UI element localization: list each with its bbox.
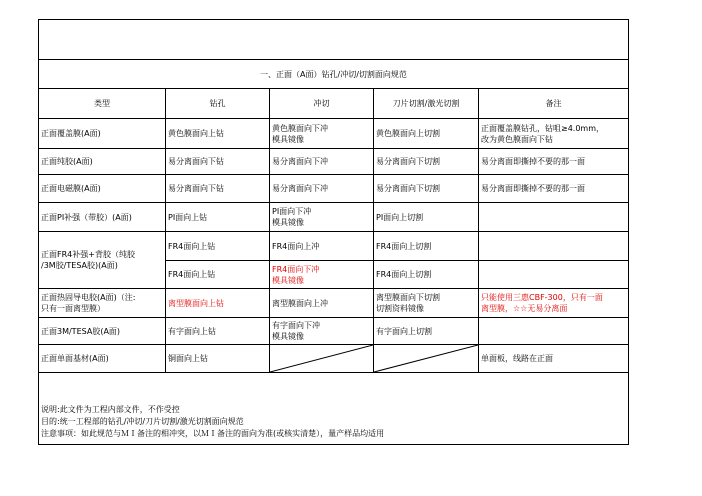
title-row (39, 60, 629, 89)
cell-remark: 单面板，线路在正面 (479, 345, 629, 373)
cell-remark: 易分离面即撕掉不要的那一面 (479, 175, 629, 203)
cell-punch (270, 119, 374, 149)
cell-drill: 易分离面向下钻 (166, 149, 270, 175)
remark-line-1: 正面覆盖膜钻孔，钻咀≥4.0mm， (481, 123, 605, 133)
cell-type: 正面单面基材(A面) (39, 345, 166, 373)
remark-line-2: 改为黄色膜面向下钻 (481, 134, 553, 144)
punch-line-1: FR4面向下冲 (272, 264, 320, 274)
cell-type: 正面纯胶(A面) (39, 149, 166, 175)
cell-cut: 黄色膜面向上切割 (374, 119, 479, 149)
notes-cell (39, 401, 629, 445)
cell-type: 正面3M/TESA胶(A面) (39, 318, 166, 345)
remark-line-1: 只能使用三惠CBF-300，只有一面 (481, 293, 603, 302)
cell-cut: 有字面向上切割 (374, 318, 479, 345)
punch-line-1: PI面向下冲 (272, 207, 312, 216)
cell-punch (270, 318, 374, 345)
cut-line-1: 离型膜面向下切割 (376, 293, 440, 302)
cell-drill: 有字面向上钻 (166, 318, 270, 345)
note-line-3: 注意事项：如此规范与ＭＩ备注的相冲突，以ＭＩ备注的面向为准(或核实清楚），量产样品均适用 (41, 429, 385, 439)
cell-remark (479, 203, 629, 232)
cell-remark (479, 289, 629, 318)
table-row (39, 149, 629, 175)
cell-punch: 易分离面向下冲 (270, 149, 374, 175)
cell-drill: FR4面向上钻 (166, 261, 270, 289)
table-row (39, 318, 629, 345)
cell-remark (479, 119, 629, 149)
table-row (39, 175, 629, 203)
punch-line-1: 黄色膜面向下冲 (272, 123, 328, 133)
punch-line-2: 模具镜像 (272, 134, 304, 144)
spreadsheet (38, 19, 629, 445)
cell-drill: FR4面向上钻 (166, 232, 270, 261)
blank-spacer-row (39, 373, 629, 401)
note-line-1: 说明:此文件为工程内部文件，不作受控 (41, 405, 180, 415)
cell-punch-na (270, 345, 374, 373)
punch-line-1: 有字面向下冲 (272, 321, 320, 330)
cell-cut: PI面向上切割 (374, 203, 479, 232)
cell-punch: FR4面向上冲 (270, 232, 374, 261)
header-remark: 备注 (479, 89, 629, 119)
type-line-1: 正面热固导电胶(A面)（注: (41, 293, 136, 302)
cell-punch: 易分离面向下冲 (270, 175, 374, 203)
cell-type: 正面电磁膜(A面) (39, 175, 166, 203)
header-drill: 钻孔 (166, 89, 270, 119)
cell-remark (479, 232, 629, 261)
diagonal-slash-icon (270, 345, 373, 372)
type-line-2: /3M胶/TESA胶)(A面) (41, 261, 118, 270)
cell-cut: 易分离面向下切割 (374, 175, 479, 203)
table-row (39, 232, 629, 261)
cell-cut: 易分离面向下切割 (374, 149, 479, 175)
notes-row (39, 401, 629, 445)
cell-cut: FR4面向上切割 (374, 261, 479, 289)
cell-type: 正面覆盖膜(A面) (39, 119, 166, 149)
header-punch: 冲切 (270, 89, 374, 119)
cell-punch: 离型膜面向上冲 (270, 289, 374, 318)
cell-type (39, 289, 166, 318)
cell-drill: 离型膜面向上钻 (166, 289, 270, 318)
table-row (39, 345, 629, 373)
blank-top-row (39, 20, 629, 60)
cut-line-2: 切割资料镜像 (376, 304, 424, 313)
cell-cut: FR4面向上切割 (374, 232, 479, 261)
table-row (39, 119, 629, 149)
punch-line-2: 模具镜像 (272, 332, 304, 341)
cell-cut-na (374, 345, 479, 373)
table-row (39, 289, 629, 318)
punch-line-2: 模具镜像 (272, 275, 304, 285)
type-line-1: 正面FR4补强+背胶（纯胶 (41, 250, 135, 259)
cell-remark: 易分离面即撕掉不要的那一面 (479, 149, 629, 175)
cell-remark (479, 318, 629, 345)
cell-drill: 铜面向上钻 (166, 345, 270, 373)
type-line-2: 只有一面离型膜） (41, 304, 105, 313)
note-line-2: 目的:统一工程部的钻孔/冲切/刀片切割/激光切割面向规范 (41, 417, 244, 427)
cell-punch (270, 203, 374, 232)
punch-line-2: 模具镜像 (272, 218, 304, 227)
cell-drill: 黄色膜面向上钻 (166, 119, 270, 149)
cell-drill: PI面向上钻 (166, 203, 270, 232)
header-type: 类型 (39, 89, 166, 119)
table-row (39, 203, 629, 232)
spec-table (38, 19, 629, 445)
header-cut: 刀片切割/激光切割 (374, 89, 479, 119)
cell-remark (479, 261, 629, 289)
cell-cut (374, 289, 479, 318)
cell-type (39, 232, 166, 289)
page-title: 一、正面（A面）钻孔/冲切/切割面向规范 (39, 60, 629, 89)
blank-cell (39, 373, 629, 401)
remark-line-2: 离型膜，☆☆无易分离面 (481, 304, 568, 313)
blank-cell (39, 20, 629, 60)
header-row (39, 89, 629, 119)
cell-drill: 易分离面向下钻 (166, 175, 270, 203)
cell-type: 正面PI补强（带胶）(A面) (39, 203, 166, 232)
cell-punch (270, 261, 374, 289)
diagonal-slash-icon (374, 345, 478, 372)
